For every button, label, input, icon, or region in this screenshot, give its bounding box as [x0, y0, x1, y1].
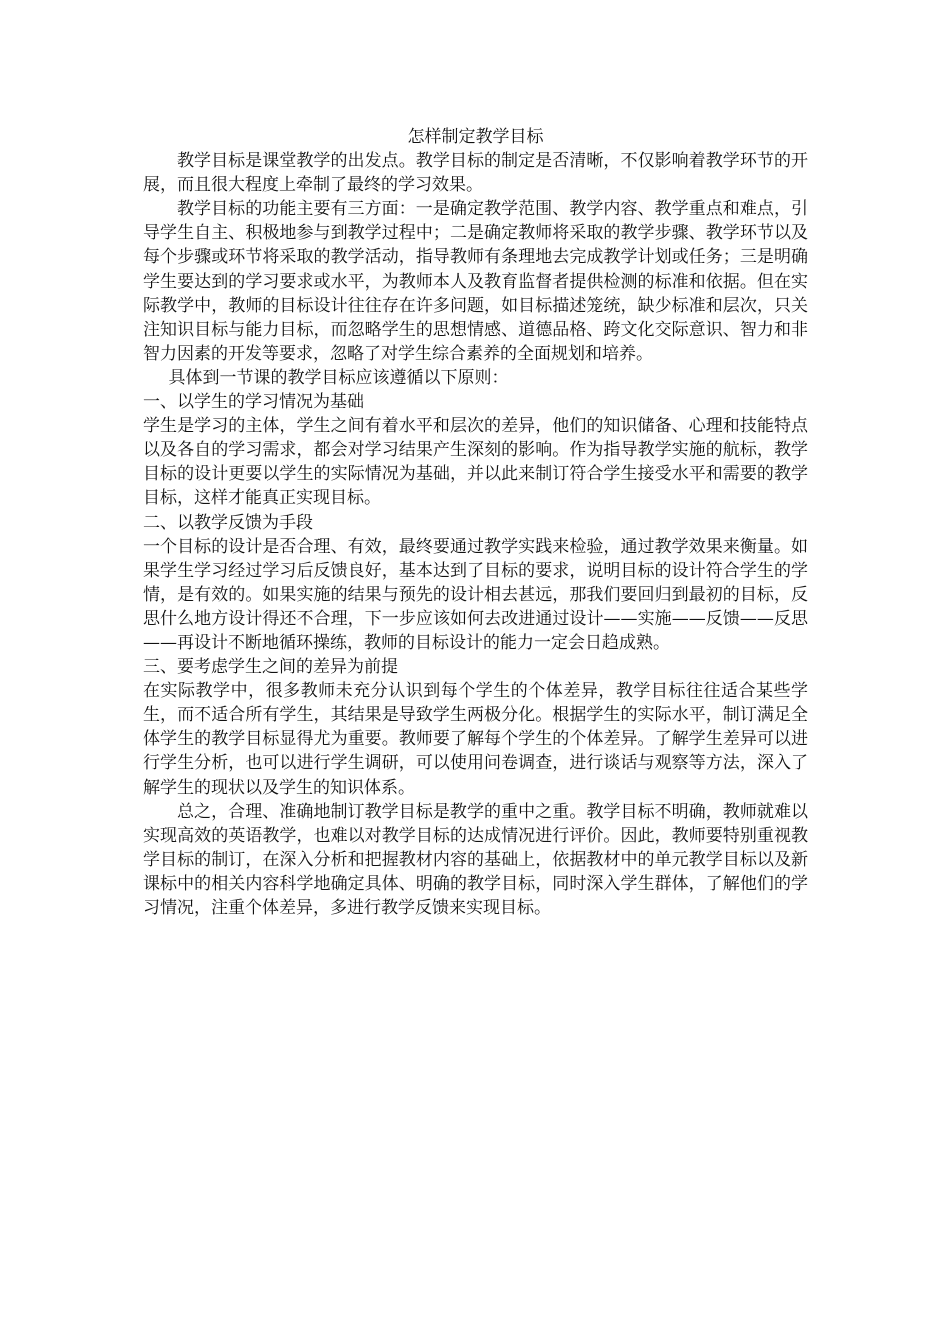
conclusion-paragraph: 总之，合理、准确地制订教学目标是教学的重中之重。教学目标不明确，教师就难以实现高效的英语教学，也难以对教学目标的达成情况进行评价。因此，教师要特别重视教学目标的制订，在深入分析和把握教材内容的基础上，依据教材中的单元教学目标以及新课标中的相关内容科学地确定具体、明确的教学目标，同时深入学生群体，了解他们的学习情况，注重个体差异，多进行教学反馈来实现目标。 [143, 801, 808, 918]
section-body-1: 学生是学习的主体，学生之间有着水平和层次的差异，他们的知识储备、心理和技能特点以及各自的学习需求，都会对学习结果产生深刻的影响。作为指导教学实施的航标，教学目标的设计更要以学生的实际情况为基础，并以此来制订符合学生接受水平和需要的教学目标，这样才能真正实现目标。 [143, 416, 808, 509]
principles-lead-paragraph: 具体到一节课的教学目标应该遵循以下原则： [168, 367, 509, 388]
section-heading-3: 三、要考虑学生之间的差异为前提 [143, 657, 398, 678]
document-title: 怎样制定教学目标 [407, 127, 544, 147]
section-heading-2: 二、以教学反馈为手段 [143, 512, 313, 533]
document-page [143, 125, 808, 920]
function-paragraph: 教学目标的功能主要有三方面：一是确定教学范围、教学内容、教学重点和难点，引导学生自主、积极地参与到教学过程中；二是确定教师将采取的教学步骤、教学环节以及每个步骤或环节将采取的教学活动，指导教师有条理地去完成教学计划或任务；三是明确学生要达到的学习要求或水平，为教师本人及教育监督者提供检测的标准和依据。但在实际教学中，教师的目标设计往往存在许多问题，如目标描述笼统，缺少标准和层次，只关注知识目标与能力目标，而忽略学生的思想情感、道德品格、跨文化交际意识、智力和非智力因素的开发等要求，忽略了对学生综合素养的全面规划和培养。 [143, 199, 808, 364]
intro-paragraph: 教学目标是课堂教学的出发点。教学目标的制定是否清晰，不仅影响着教学环节的开展，而且很大程度上牵制了最终的学习效果。 [143, 151, 808, 196]
section-body-2: 一个目标的设计是否合理、有效，最终要通过教学实践来检验，通过教学效果来衡量。如果学生学习经过学习后反馈良好，基本达到了目标的要求，说明目标的设计符合学生的学情，是有效的。如果实施的结果与预先的设计相去甚远，那我们要回归到最初的目标，反思什么地方设计得还不合理，下一步应该如何去改进通过设计——实施——反馈——反思——再设计不断地循环操练，教师的目标设计的能力一定会日趋成熟。 [143, 536, 808, 653]
section-body-3: 在实际教学中，很多教师未充分认识到每个学生的个体差异，教学目标往往适合某些学生，而不适合所有学生，其结果是导致学生两极分化。根据学生的实际水平，制订满足全体学生的教学目标显得尤为重要。教师要了解每个学生的个体差异。了解学生差异可以进行学生分析，也可以进行学生调研，可以使用问卷调查，进行谈话与观察等方法，深入了解学生的现状以及学生的知识体系。 [143, 681, 808, 798]
section-heading-1: 一、以学生的学习情况为基础 [143, 392, 364, 413]
